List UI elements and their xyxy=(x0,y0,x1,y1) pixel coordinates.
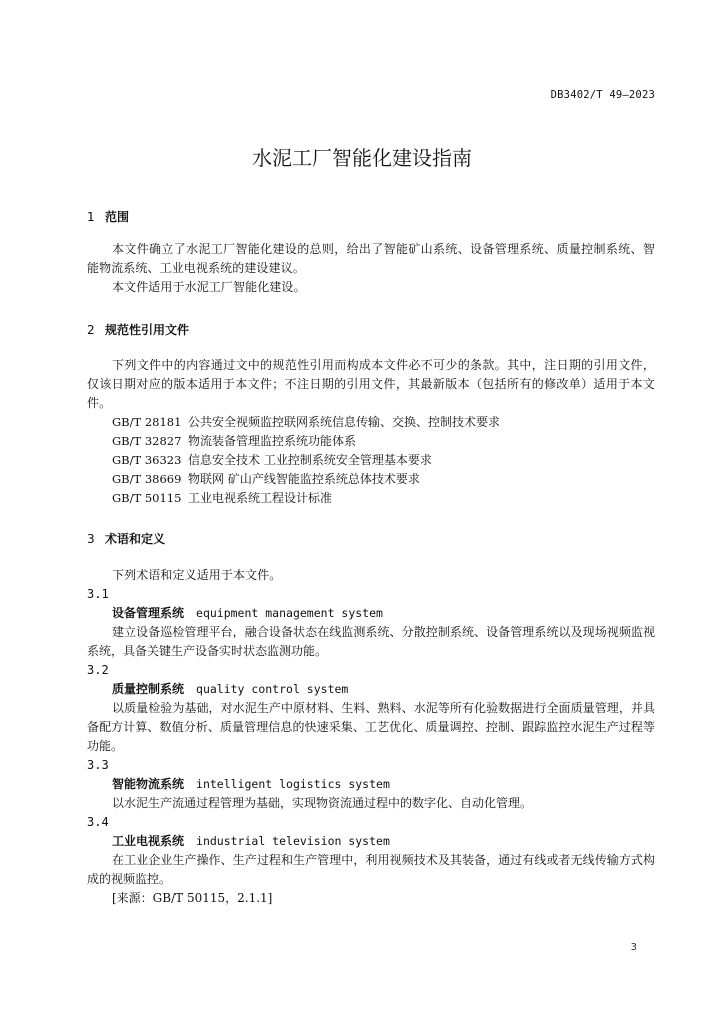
reference-name: 工业电视系统工程设计标准 xyxy=(188,491,333,505)
term-definition: 以质量检验为基础，对水泥生产中原材料、生料、熟料、水泥等所有化验数据进行全面质量管理，并具备配方计算、数值分析、质量管理信息的快速采集、工艺优化、质量调控、控制、跟踪监控水泥生产过程等功能。 xyxy=(87,701,655,753)
section-2-number: 2 xyxy=(87,323,95,337)
term-name-en: intelligent logistics system xyxy=(196,777,390,791)
term-number: 3.1 xyxy=(87,587,109,601)
reference-item xyxy=(112,432,652,451)
term-name-en: equipment management system xyxy=(196,606,383,620)
section-3-number: 3 xyxy=(87,532,95,546)
term-name xyxy=(87,832,655,851)
term-name-zh: 质量控制系统 xyxy=(112,682,185,696)
term-entry xyxy=(87,585,655,661)
term-name-en: industrial television system xyxy=(196,834,390,848)
section-1-title: 范围 xyxy=(105,210,130,224)
term-entry xyxy=(87,813,655,908)
term-name xyxy=(87,604,655,623)
term-number: 3.3 xyxy=(87,758,109,772)
section-1-body xyxy=(87,240,655,297)
reference-item xyxy=(112,489,652,508)
reference-code: GB/T 32827 xyxy=(112,434,182,448)
reference-code: GB/T 38669 xyxy=(112,472,182,486)
term-source: [来源：GB/T 50115，2.1.1] xyxy=(112,891,273,905)
term-name-en: quality control system xyxy=(196,682,349,696)
reference-name: 物联网 矿山产线智能监控系统总体技术要求 xyxy=(188,472,420,486)
term-entry xyxy=(87,661,655,756)
term-name-zh: 智能物流系统 xyxy=(112,777,185,791)
section-2-heading xyxy=(87,321,189,338)
reference-name: 信息安全技术 工业控制系统安全管理基本要求 xyxy=(188,453,432,467)
reference-code: GB/T 28181 xyxy=(112,415,182,429)
page-number: 3 xyxy=(630,942,637,953)
document-title: 水泥工厂智能化建设指南 xyxy=(252,146,472,170)
term-name xyxy=(87,775,655,794)
section-3-intro xyxy=(87,566,655,585)
reference-name: 物流装备管理监控系统功能体系 xyxy=(188,434,357,448)
term-entry xyxy=(87,756,655,813)
term-name xyxy=(87,680,655,699)
terms-intro: 下列术语和定义适用于本文件。 xyxy=(112,568,282,582)
section-1-number: 1 xyxy=(87,210,95,224)
section-2-body xyxy=(87,356,655,413)
term-name-zh: 设备管理系统 xyxy=(112,606,185,620)
reference-item xyxy=(112,451,652,470)
section-3-title: 术语和定义 xyxy=(105,532,166,546)
reference-item xyxy=(112,413,652,432)
section-2-title: 规范性引用文件 xyxy=(105,323,190,337)
section-1-heading xyxy=(87,208,129,225)
reference-name: 公共安全视频监控联网系统信息传输、交换、控制技术要求 xyxy=(188,415,501,429)
section-3-heading xyxy=(87,530,165,547)
term-definition: 以水泥生产流通过程管理为基础，实现物资流通过程中的数字化、自动化管理。 xyxy=(112,796,533,810)
term-name-zh: 工业电视系统 xyxy=(112,834,185,848)
term-number: 3.4 xyxy=(87,815,109,829)
term-definition: 在工业企业生产操作、生产过程和生产管理中，利用视频技术及其装备，通过有线或者无线传输方式构成的视频监控。 xyxy=(87,853,655,886)
reference-item xyxy=(112,470,652,489)
standard-code: DB3402/T 49—2023 xyxy=(550,89,655,101)
references-intro: 下列文件中的内容通过文中的规范性引用而构成本文件必不可少的条款。其中，注日期的引用文件，仅该日期对应的版本适用于本文件；不注日期的引用文件，其最新版本（包括所有的修改单）适用于本文件。 xyxy=(87,358,655,410)
term-definition: 建立设备巡检管理平台，融合设备状态在线监测系统、分散控制系统、设备管理系统以及现场视频监视系统，具备关键生产设备实时状态监测功能。 xyxy=(87,625,655,658)
scope-paragraph-2: 本文件适用于水泥工厂智能化建设。 xyxy=(112,280,306,294)
term-number: 3.2 xyxy=(87,663,109,677)
reference-list xyxy=(112,413,652,508)
reference-code: GB/T 36323 xyxy=(112,453,182,467)
reference-code: GB/T 50115 xyxy=(112,491,182,505)
scope-paragraph-1: 本文件确立了水泥工厂智能化建设的总则，给出了智能矿山系统、设备管理系统、质量控制系统、智能物流系统、工业电视系统的建设建议。 xyxy=(87,242,655,275)
